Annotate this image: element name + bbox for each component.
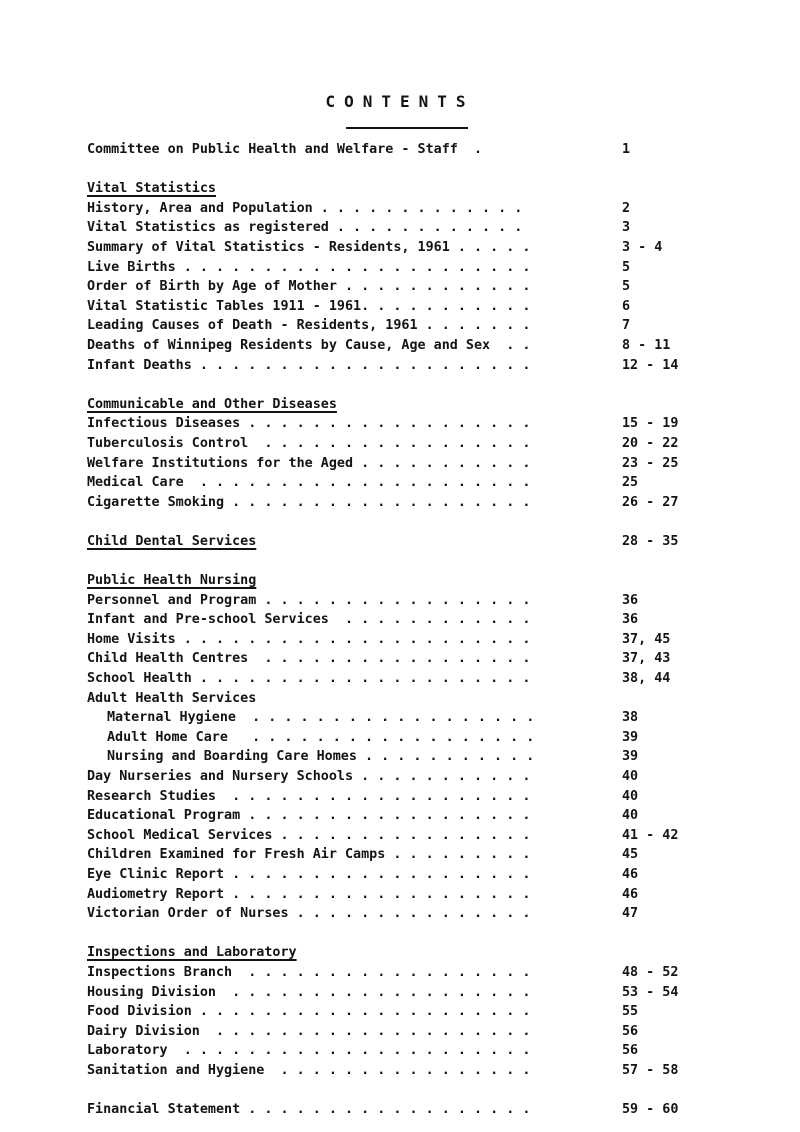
toc-entry-page: 40	[622, 808, 639, 824]
toc-entry-page: 8 - 11	[622, 337, 671, 353]
toc-entry-page: 39	[622, 749, 639, 765]
toc-entry-label: Educational Program . . . . . . . . . . . . . . . . . .	[87, 808, 531, 824]
toc-entry	[87, 454, 687, 474]
toc-entry	[87, 728, 687, 748]
toc-entry-label: Eye Clinic Report . . . . . . . . . . . . . . . . . . .	[87, 866, 531, 882]
spacer	[87, 1081, 687, 1101]
section-heading-label: Communicable and Other Diseases	[87, 396, 337, 412]
toc-entry-label: Personnel and Program . . . . . . . . . . . . . . . . .	[87, 592, 531, 608]
toc-entry-label: Day Nurseries and Nursery Schools . . . . . . . . . . .	[87, 769, 531, 784]
toc-entry-label: Maternal Hygiene . . . . . . . . . . . . . . . . . .	[107, 710, 535, 726]
toc-entry-page: 23 - 25	[622, 455, 679, 471]
toc-entry	[87, 1041, 687, 1061]
toc-entry-page: 20 - 22	[622, 435, 679, 451]
toc-entry-label: Dairy Division . . . . . . . . . . . . . . . . . . . .	[87, 1023, 531, 1039]
toc-entry-page: 12 - 14	[622, 357, 679, 373]
toc-entry-label: Home Visits . . . . . . . . . . . . . . . . . . . . . .	[87, 631, 531, 647]
toc-entry	[87, 963, 687, 983]
table-of-contents	[87, 140, 687, 1120]
toc-entry	[87, 806, 687, 826]
toc-entry	[87, 1061, 687, 1081]
toc-entry	[87, 904, 687, 924]
toc-entry-page: 46	[622, 866, 639, 882]
toc-entry	[87, 649, 687, 669]
toc-entry	[87, 787, 687, 807]
toc-entry-page: 6	[622, 298, 631, 314]
toc-entry-page: 1	[622, 142, 631, 157]
toc-entry-page: 53 - 54	[622, 984, 679, 1000]
toc-entry-label: Infant Deaths . . . . . . . . . . . . . . . . . . . . .	[87, 357, 531, 373]
toc-entry-page: 39	[622, 729, 639, 745]
toc-entry-page: 47	[622, 906, 639, 922]
toc-entry-label: Research Studies . . . . . . . . . . . . . . . . . . .	[87, 788, 531, 804]
toc-entry	[87, 199, 687, 219]
toc-entry-label: Summary of Vital Statistics - Residents, 1961 . . . . .	[87, 239, 531, 255]
toc-entry-label: Adult Health Services	[87, 690, 257, 706]
toc-entry-page: 38	[622, 710, 639, 726]
toc-entry-page: 48 - 52	[622, 964, 679, 980]
toc-entry-page: 7	[622, 318, 631, 334]
section-heading	[87, 395, 687, 415]
toc-entry-label: Infectious Diseases . . . . . . . . . . . . . . . . . .	[87, 416, 531, 432]
toc-entry-label: Financial Statement . . . . . . . . . . . . . . . . . .	[87, 1102, 531, 1118]
toc-entry-label: Laboratory . . . . . . . . . . . . . . . . . . . . . .	[87, 1043, 531, 1059]
toc-entry-page: 41 - 42	[622, 827, 679, 843]
toc-entry-label: Cigarette Smoking . . . . . . . . . . . . . . . . . . .	[87, 494, 531, 510]
page-title: CONTENTS	[325, 92, 475, 111]
toc-entry	[87, 258, 687, 278]
section-heading-label: Inspections and Laboratory	[87, 945, 297, 961]
toc-entry-label: Live Births . . . . . . . . . . . . . . . . . . . . . .	[87, 259, 531, 275]
toc-entry-label: Adult Home Care . . . . . . . . . . . . . . . . . .	[107, 729, 535, 745]
toc-entry	[87, 767, 687, 787]
toc-entry	[87, 689, 687, 709]
section-heading	[87, 532, 687, 552]
toc-entry	[87, 1022, 687, 1042]
toc-entry	[87, 238, 687, 258]
toc-entry-label: Housing Division . . . . . . . . . . . . . . . . . . .	[87, 984, 531, 1000]
section-heading-label: Public Health Nursing	[87, 573, 257, 589]
toc-entry-label: School Health . . . . . . . . . . . . . . . . . . . . .	[87, 671, 531, 687]
spacer	[87, 375, 687, 395]
toc-entry	[87, 336, 687, 356]
toc-entry	[87, 610, 687, 630]
toc-entry-page: 46	[622, 886, 639, 902]
toc-entry-label: Order of Birth by Age of Mother . . . . . . . . . . . .	[87, 279, 531, 295]
toc-entry-page: 56	[622, 1043, 639, 1059]
toc-entry-label: School Medical Services . . . . . . . . . . . . . . . .	[87, 827, 531, 843]
toc-entry-page: 3 - 4	[622, 239, 663, 255]
toc-entry-page: 56	[622, 1023, 639, 1039]
toc-entry-page: 55	[622, 1004, 639, 1020]
toc-entry	[87, 865, 687, 885]
toc-entry-label: Child Health Centres . . . . . . . . . . . . . . . . .	[87, 651, 531, 667]
toc-entry-page: 26 - 27	[622, 494, 679, 510]
toc-entry	[87, 218, 687, 238]
toc-entry	[87, 473, 687, 493]
toc-entry-label: History, Area and Population . . . . . . . . . . . . .	[87, 200, 523, 216]
toc-entry	[87, 356, 687, 376]
toc-entry-page: 5	[622, 279, 631, 295]
toc-entry-page: 36	[622, 612, 639, 628]
toc-entry-label: Inspections Branch . . . . . . . . . . . . . . . . . .	[87, 964, 531, 980]
toc-entry	[87, 630, 687, 650]
toc-entry-label: Infant and Pre-school Services . . . . . . . . . . . .	[87, 612, 531, 628]
toc-entry-label: Leading Causes of Death - Residents, 1961 . . . . . . .	[87, 318, 531, 334]
toc-entry	[87, 826, 687, 846]
toc-entry-page: 40	[622, 769, 639, 784]
toc-entry	[87, 708, 687, 728]
toc-entry-page: 59 - 60	[622, 1102, 679, 1118]
toc-entry-page: 15 - 19	[622, 416, 679, 432]
toc-entry-page: 45	[622, 847, 639, 863]
section-heading-label: Vital Statistics	[87, 181, 216, 197]
toc-entry	[87, 747, 687, 767]
section-heading	[87, 943, 687, 963]
toc-entry	[87, 297, 687, 317]
toc-entry-label: Welfare Institutions for the Aged . . . . . . . . . . .	[87, 455, 531, 471]
section-heading-page: 28 - 35	[622, 533, 679, 549]
toc-entry-label: Victorian Order of Nurses . . . . . . . . . . . . . . .	[87, 906, 531, 922]
toc-entry	[87, 845, 687, 865]
toc-entry-label: Vital Statistic Tables 1911 - 1961. . . . . . . . . . .	[87, 298, 531, 314]
toc-entry-label: Tuberculosis Control . . . . . . . . . . . . . . . . .	[87, 435, 531, 451]
toc-entry-label: Sanitation and Hygiene . . . . . . . . . . . . . . . .	[87, 1062, 531, 1078]
toc-entry-page: 5	[622, 259, 631, 275]
toc-entry	[87, 414, 687, 434]
toc-entry-page: 57 - 58	[622, 1062, 679, 1078]
toc-entry	[87, 885, 687, 905]
toc-entry-label: Vital Statistics as registered . . . . . . . . . . . .	[87, 220, 523, 236]
section-heading-label: Child Dental Services	[87, 533, 257, 549]
toc-entry-label: Nursing and Boarding Care Homes . . . . . . . . . . .	[107, 749, 535, 765]
toc-entry	[87, 493, 687, 513]
toc-entry-page: 3	[622, 220, 631, 236]
toc-entry	[87, 1002, 687, 1022]
section-heading	[87, 571, 687, 591]
toc-entry-page: 37, 45	[622, 631, 671, 647]
toc-entry-page: 38, 44	[622, 671, 671, 687]
spacer	[87, 512, 687, 532]
toc-entry-financial	[87, 1100, 687, 1120]
toc-entry	[87, 669, 687, 689]
toc-entry-page: 2	[622, 200, 631, 216]
toc-entry-label: Deaths of Winnipeg Residents by Cause, Age and Sex . .	[87, 337, 531, 353]
toc-entry-page: 37, 43	[622, 651, 671, 667]
toc-entry-page: 40	[622, 788, 639, 804]
spacer	[87, 924, 687, 944]
spacer	[87, 160, 687, 180]
toc-entry-label: Committee on Public Health and Welfare - Staff .	[87, 142, 483, 157]
toc-entry-page: 36	[622, 592, 639, 608]
spacer	[87, 551, 687, 571]
toc-entry	[87, 316, 687, 336]
toc-entry	[87, 434, 687, 454]
toc-entry-committee	[87, 140, 687, 160]
toc-entry-label: Audiometry Report . . . . . . . . . . . . . . . . . . .	[87, 886, 531, 902]
title-underline	[346, 127, 468, 129]
toc-entry-label: Children Examined for Fresh Air Camps . . . . . . . . .	[87, 847, 531, 863]
toc-entry	[87, 277, 687, 297]
toc-entry-label: Medical Care . . . . . . . . . . . . . . . . . . . . .	[87, 475, 531, 491]
section-heading	[87, 179, 687, 199]
toc-entry	[87, 983, 687, 1003]
toc-entry	[87, 591, 687, 611]
toc-entry-label: Food Division . . . . . . . . . . . . . . . . . . . . .	[87, 1004, 531, 1020]
toc-entry-page: 25	[622, 475, 639, 491]
